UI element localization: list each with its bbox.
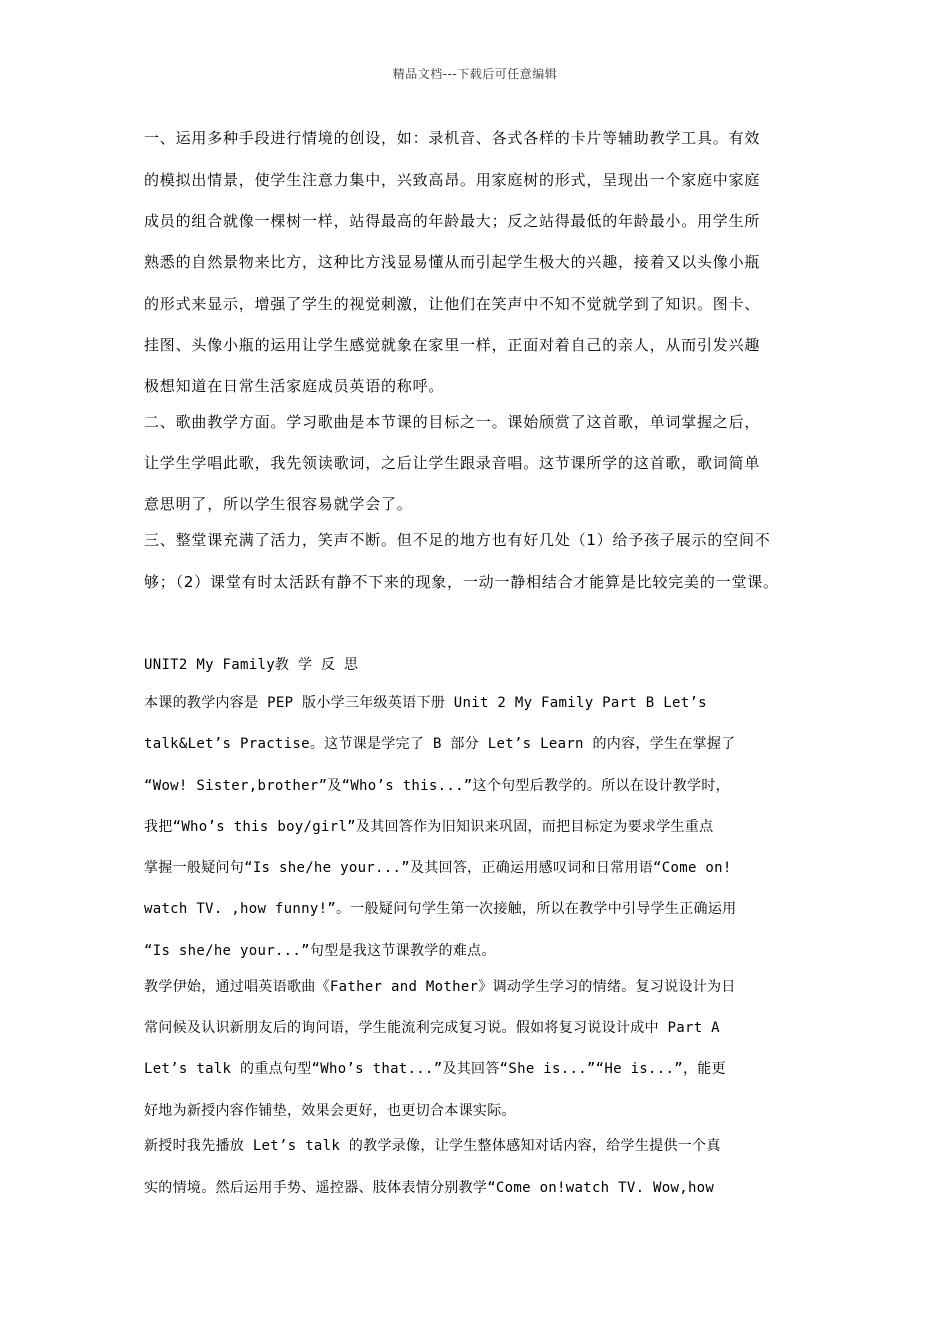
text-line: 让学生学唱此歌，我先领读歌词，之后让学生跟录音唱。这节课所学的这首歌，歌词简单 <box>144 454 761 472</box>
text-line: 三、整堂课充满了活力，笑声不断。但不足的地方也有好几处（1）给予孩子展示的空间不 <box>144 531 771 549</box>
text-line: 够；（2）课堂有时太活跃有静不下来的现象，一动一静相结合才能算是比较完美的一堂课。 <box>144 573 779 591</box>
text-line: 实的情境。然后运用手势、遥控器、肢体表情分别教学“Come on!watch TV. Wow,how <box>144 1180 715 1196</box>
text-line: 教学伊始，通过唱英语歌曲《Father and Mother》调动学生学习的情绪。复习说设计为日 <box>144 979 736 995</box>
text-line: 我把“Who’s this boy/girl”及其回答作为旧知识来巩固，而把目标定为要求学生重点 <box>144 819 714 835</box>
text-line: 熟悉的自然景物来比方，这种比方浅显易懂从而引起学生极大的兴趣，接着又以头像小瓶 <box>144 253 761 271</box>
page-header: 精品文档---下载后可任意编辑 <box>392 67 558 81</box>
text-line: Let’s talk 的重点句型“Who’s that...”及其回答“She is...”“He is...”，能更 <box>144 1061 726 1077</box>
unit-title: UNIT2 My Family教 学 反 思 <box>144 657 359 673</box>
text-line: 本课的教学内容是 PEP 版小学三年级英语下册 Unit 2 My Family Part B Let’s <box>144 695 707 711</box>
text-line: 一、运用多种手段进行情境的创设，如：录机音、各式各样的卡片等辅助教学工具。有效 <box>144 129 761 147</box>
text-line: 的形式来显示，增强了学生的视觉刺激，让他们在笑声中不知不觉就学到了知识。图卡、 <box>144 295 761 313</box>
text-line: 意思明了，所以学生很容易就学会了。 <box>144 495 413 513</box>
text-line: 成员的组合就像一棵树一样，站得最高的年龄最大；反之站得最低的年龄最小。用学生所 <box>144 212 761 230</box>
text-line: 常问候及认识新朋友后的询问语，学生能流利完成复习说。假如将复习说设计成中 Part A <box>144 1020 720 1036</box>
text-line: 挂图、头像小瓶的运用让学生感觉就象在家里一样，正面对着自己的亲人，从而引发兴趣 <box>144 336 761 354</box>
text-line: 极想知道在日常生活家庭成员英语的称呼。 <box>144 377 445 395</box>
text-line: 好地为新授内容作铺垫，效果会更好，也更切合本课实际。 <box>144 1103 516 1119</box>
text-line: 掌握一般疑问句“Is she/he your...”及其回答，正确运用感叹词和日常用语“Come on! <box>144 860 732 876</box>
text-line: 新授时我先播放 Let’s talk 的教学录像，让学生整体感知对话内容，给学生提供一个真 <box>144 1138 721 1154</box>
text-line: 二、歌曲教学方面。学习歌曲是本节课的目标之一。课始颀赏了这首歌，单词掌握之后， <box>144 413 761 431</box>
text-line: talk&Let’s Practise。这节课是学完了 B 部分 Let’s Learn 的内容，学生在掌握了 <box>144 736 736 752</box>
text-line: “Is she/he your...”句型是我这节课教学的难点。 <box>144 943 496 959</box>
text-line: watch TV. ,how funny!”。一般疑问句学生第一次接触，所以在教学中引导学生正确运用 <box>144 901 737 917</box>
text-line: “Wow! Sister,brother”及“Who’s this...”这个句型后教学的。所以在设计教学时， <box>144 778 730 794</box>
text-line: 的模拟出情景，使学生注意力集中，兴致高昂。用家庭树的形式，呈现出一个家庭中家庭 <box>144 171 761 189</box>
